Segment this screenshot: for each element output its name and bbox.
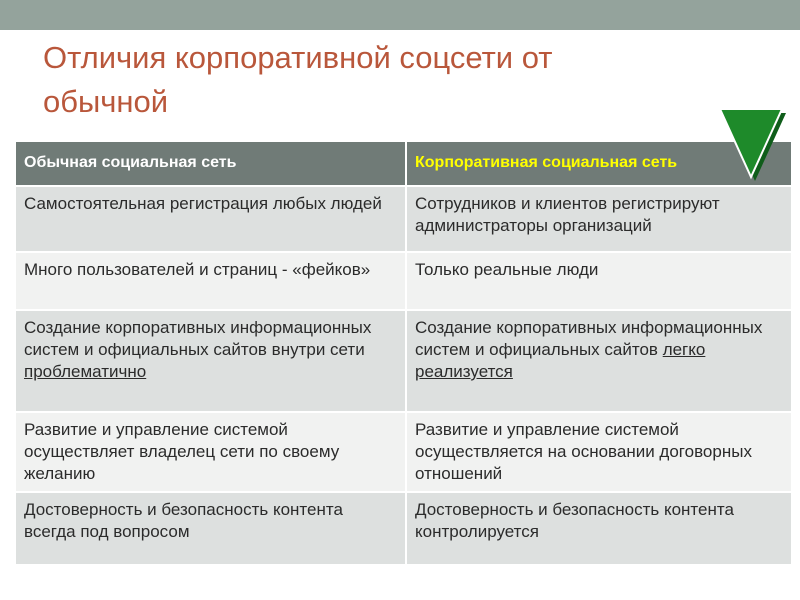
cell-text: Создание корпоративных информационных систем и официальных сайтов — [415, 318, 763, 359]
table-row — [16, 252, 791, 310]
title-line-2: обычной — [43, 84, 169, 119]
top-banner — [0, 0, 800, 30]
cell-corporate: Достоверность и безопасность контента контролируется — [406, 492, 791, 564]
cell-regular: Развитие и управление системой осуществляет владелец сети по своему желанию — [16, 412, 406, 492]
table-row — [16, 310, 791, 412]
cell-corporate — [406, 310, 791, 412]
table-row — [16, 412, 791, 492]
table-header-row — [16, 141, 791, 186]
down-triangle-icon — [720, 109, 790, 185]
comparison-table — [16, 140, 791, 564]
cell-regular — [16, 310, 406, 412]
cell-regular: Много пользователей и страниц - «фейков» — [16, 252, 406, 310]
header-regular-network: Обычная социальная сеть — [16, 141, 406, 186]
cell-corporate: Только реальные люди — [406, 252, 791, 310]
cell-corporate: Сотрудников и клиентов регистрируют администраторы организаций — [406, 186, 791, 252]
table-row — [16, 492, 791, 564]
cell-regular: Самостоятельная регистрация любых людей — [16, 186, 406, 252]
underlined-text: проблематично — [24, 362, 147, 381]
table-row — [16, 186, 791, 252]
title-line-1: Отличия корпоративной соцсети от — [43, 40, 553, 75]
header-corporate-network: Корпоративная социальная сеть — [406, 141, 791, 186]
cell-corporate: Развитие и управление системой осуществляется на основании договорных отношений — [406, 412, 791, 492]
slide-title — [43, 36, 743, 124]
underlined-text: легко реализуется — [415, 340, 706, 381]
cell-regular: Достоверность и безопасность контента всегда под вопросом — [16, 492, 406, 564]
cell-text: Создание корпоративных информационных систем и официальных сайтов внутри сети — [24, 318, 372, 359]
